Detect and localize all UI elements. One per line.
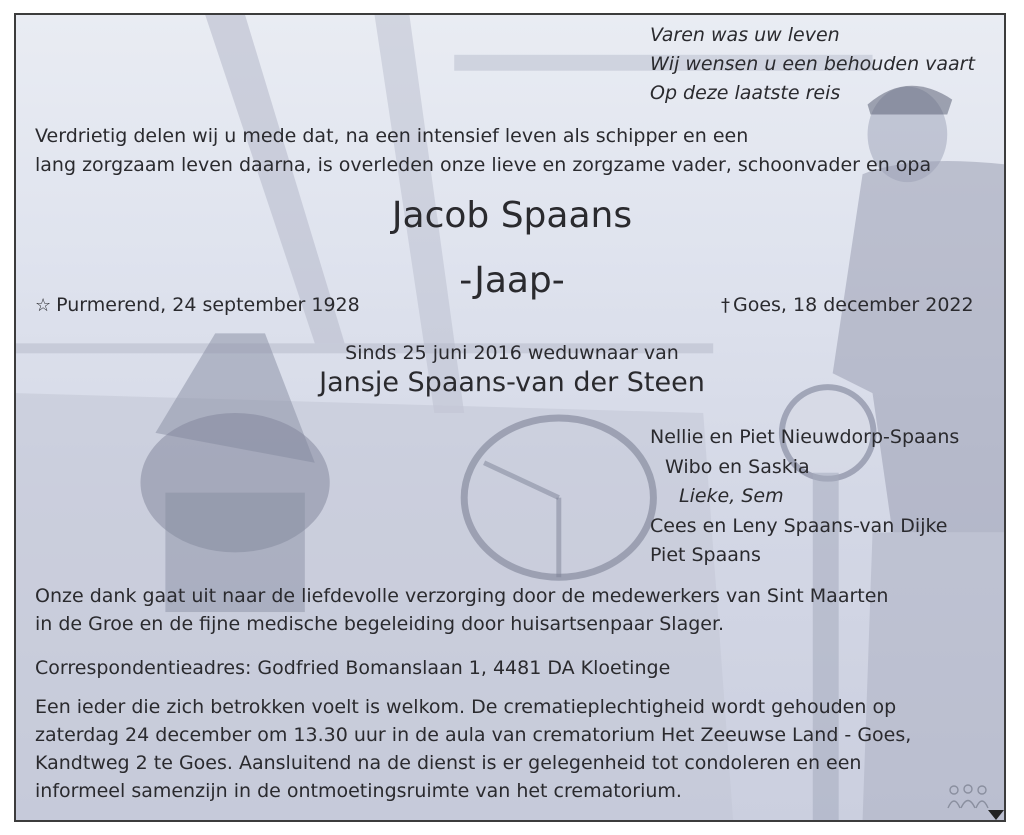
ceremony-line: Kandtweg 2 te Goes. Aansluitend na de dienst is er gelegenheid tot condoleren en een xyxy=(35,752,862,774)
spouse-name: Jansje Spaans-van der Steen xyxy=(319,367,705,398)
star-icon: ☆ xyxy=(35,295,52,316)
widower-line: Sinds 25 juni 2016 weduwnaar van xyxy=(345,342,679,364)
intro-line: Verdrietig delen wij u mede dat, na een intensief leven als schipper en een xyxy=(35,125,749,147)
announcement-intro xyxy=(35,122,931,180)
death-text: Goes, 18 december 2022 xyxy=(733,294,974,316)
intro-line: lang zorgzaam leven daarna, is overleden onze lieve en zorgzame vader, schoonvader en opa xyxy=(35,154,932,176)
family-member: Piet Spaans xyxy=(650,544,761,566)
ceremony-line: Een ieder die zich betrokken voelt is welkom. De crematieplechtigheid wordt gehouden op xyxy=(35,696,897,718)
death-info xyxy=(721,294,974,316)
poem-line: Op deze laatste reis xyxy=(650,82,841,104)
ceremony-paragraph xyxy=(35,693,911,805)
family-member: Nellie en Piet Nieuwdorp-Spaans xyxy=(650,426,960,448)
correspondence-address: Correspondentieadres: Godfried Bomanslaan 1, 4481 DA Kloetinge xyxy=(35,657,671,679)
triangle-down-icon[interactable] xyxy=(988,810,1004,820)
cross-icon: † xyxy=(721,295,730,316)
family-member: Cees en Leny Spaans-van Dijke xyxy=(650,514,948,537)
ceremony-line: informeel samenzijn in de ontmoetingsruimte van het crematorium. xyxy=(35,780,682,802)
thanks-paragraph xyxy=(35,582,888,638)
ceremony-line: zaterdag 24 december om 13.30 uur in de aula van crematorium Het Zeeuwse Land - Goes, xyxy=(35,724,912,746)
deceased-nickname: -Jaap- xyxy=(459,260,565,301)
family-member: Lieke, Sem xyxy=(679,485,784,507)
thanks-line: Onze dank gaat uit naar de liefdevolle verzorging door de medewerkers van Sint Maarten xyxy=(35,585,889,607)
birth-text: Purmerend, 24 september 1928 xyxy=(56,294,360,316)
people-group-icon xyxy=(946,784,990,810)
obituary-card xyxy=(14,13,1006,822)
family-list xyxy=(650,423,959,571)
deceased-name: Jacob Spaans xyxy=(391,195,633,236)
birth-info xyxy=(35,294,360,316)
poem-line: Varen was uw leven xyxy=(650,24,840,46)
poem xyxy=(650,21,975,108)
poem-line: Wij wensen u een behouden vaart xyxy=(650,53,975,75)
thanks-line: in de Groe en de fijne medische begeleiding door huisartsenpaar Slager. xyxy=(35,613,725,635)
family-member: Wibo en Saskia xyxy=(665,455,810,478)
